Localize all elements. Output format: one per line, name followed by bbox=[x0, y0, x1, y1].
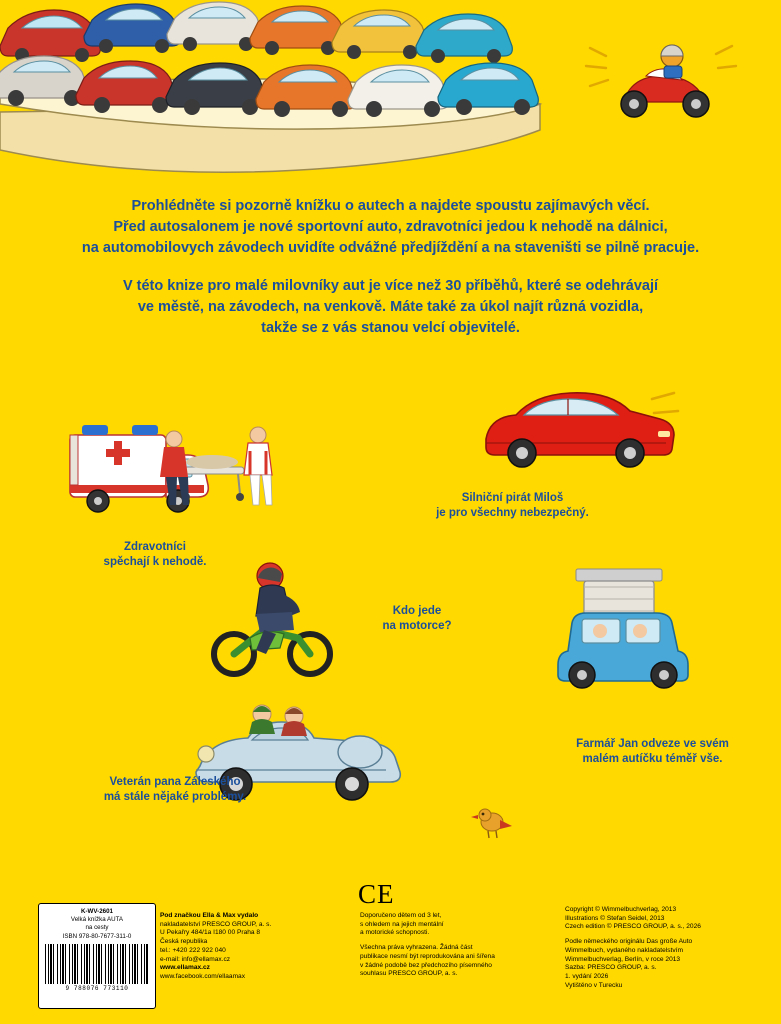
legal-line: Podle německého originálu Das große Auto bbox=[565, 938, 693, 946]
legal-line: Wimmelbuchverlag, Berlín, v roce 2013 bbox=[565, 955, 681, 963]
motorcycle-illustration bbox=[214, 563, 330, 674]
intro-line: na automobilovych závodech uvidíte odvážné předjíždění a na staveništi se pilně pracuje. bbox=[81, 240, 700, 256]
legal-line: Česká republika bbox=[160, 938, 208, 946]
caption-road-pirate bbox=[405, 491, 620, 521]
caption-line: spěchají k nehodě. bbox=[103, 556, 207, 568]
intro-line: takže se z vás stanou velcí objevitelé. bbox=[261, 320, 520, 336]
barcode-isbn: ISBN 978-80-7677-311-0 bbox=[62, 932, 132, 940]
top-illustration-car-lot bbox=[0, 0, 781, 185]
legal-line: s ohledem na jejich mentální bbox=[360, 920, 444, 928]
legal-line: Pod značkou Ella & Max vydalo bbox=[160, 912, 259, 919]
intro-paragraph-2 bbox=[0, 276, 781, 339]
barcode-block bbox=[38, 903, 156, 1009]
intro-paragraph-1 bbox=[0, 196, 781, 259]
legal-line: Czech edition © PRESCO GROUP, a. s., 2026 bbox=[565, 923, 701, 931]
caption-veteran-car bbox=[65, 775, 285, 805]
caption-line: Veterán pana Záleského bbox=[109, 776, 241, 788]
legal-line: publikace nesmí být reprodukována ani šířena bbox=[360, 952, 495, 960]
legal-line: tel.: +420 222 922 040 bbox=[160, 946, 226, 954]
legal-line: Všechna práva vyhrazena. Žádná část bbox=[360, 944, 473, 952]
legal-column-safety bbox=[360, 912, 510, 979]
caption-farmer bbox=[545, 737, 760, 767]
caption-medics bbox=[60, 540, 250, 570]
legal-line: e-mail: info@ellamax.cz bbox=[160, 955, 231, 963]
caption-line: Silniční pirát Miloš bbox=[461, 492, 564, 504]
legal-footer bbox=[0, 879, 781, 1024]
legal-line: a motorické schopnosti. bbox=[360, 929, 430, 937]
intro-text-block bbox=[0, 196, 781, 339]
paramedic-figure-right bbox=[244, 427, 272, 505]
farmer-car-illustration bbox=[558, 569, 688, 688]
caption-line: je pro všechny nebezpečný. bbox=[436, 507, 589, 519]
barcode-bars bbox=[45, 944, 149, 984]
intro-line: Před autosalonem je nové sportovní auto, zdravotníci jedou k nehodě na dálnici, bbox=[113, 219, 668, 235]
caption-line: malém autíčku téměř vše. bbox=[582, 753, 723, 765]
caption-line: Zdravotníci bbox=[124, 541, 186, 553]
legal-line: Vytištěno v Turecku bbox=[565, 981, 623, 989]
legal-line: www.facebook.com/ellaamax bbox=[160, 972, 246, 980]
legal-line: Copyright © Wimmelbuchverlag, 2013 bbox=[565, 906, 677, 913]
barcode-code: K-WV-2601 bbox=[81, 908, 113, 915]
barcode-title-line1: Velká knížka AUTA bbox=[70, 916, 124, 924]
parked-cars-back-row bbox=[0, 0, 512, 63]
bird-illustration bbox=[471, 809, 512, 838]
ce-mark: CE bbox=[358, 879, 395, 909]
legal-line: v žádné podobě bez předchozího písemného bbox=[360, 961, 492, 969]
legal-line: 1. vydání 2026 bbox=[565, 972, 609, 980]
caption-line: na motorce? bbox=[382, 620, 452, 632]
intro-line: ve městě, na závodech, na venkově. Máte také za úkol najít různá vozidla, bbox=[137, 299, 644, 315]
legal-column-copyright bbox=[565, 906, 765, 990]
legal-line: nakladatelství PRESCO GROUP, a. s. bbox=[160, 920, 272, 928]
legal-line: U Pekařry 484/1a I180 00 Praha 8 bbox=[160, 929, 261, 937]
legal-line: Doporučeno dětem od 3 let, bbox=[360, 912, 442, 919]
barcode-digits: 9 788076 773110 bbox=[65, 984, 129, 992]
legal-column-publisher bbox=[160, 912, 305, 982]
barcode-title-line2: na cesty bbox=[85, 924, 109, 932]
legal-line: Illustrations © Stefan Seidel, 2013 bbox=[565, 914, 665, 922]
caption-line: má stále nějaké problémy. bbox=[103, 791, 247, 803]
quad-bike-illustration bbox=[586, 45, 736, 117]
caption-line: Kdo jede bbox=[392, 605, 442, 617]
legal-line: Sazba: PRESCO GROUP, a. s. bbox=[565, 964, 657, 972]
red-car-illustration bbox=[486, 393, 678, 467]
caption-line: Farmář Jan odveze ve svém bbox=[576, 738, 729, 750]
caption-motorbike bbox=[352, 604, 482, 634]
legal-line: Wimmelbuch, vydaného nakladatelstvím bbox=[565, 946, 684, 954]
intro-line: Prohlédněte si pozorně knížku o autech a najdete spoustu zajímavých věcí. bbox=[131, 198, 650, 214]
legal-line: souhlasu PRESCO GROUP, a. s. bbox=[360, 970, 458, 978]
legal-line: www.ellamax.cz bbox=[160, 964, 210, 972]
intro-line: V této knize pro malé milovníky aut je více než 30 příběhů, které se odehrávají bbox=[122, 278, 659, 294]
